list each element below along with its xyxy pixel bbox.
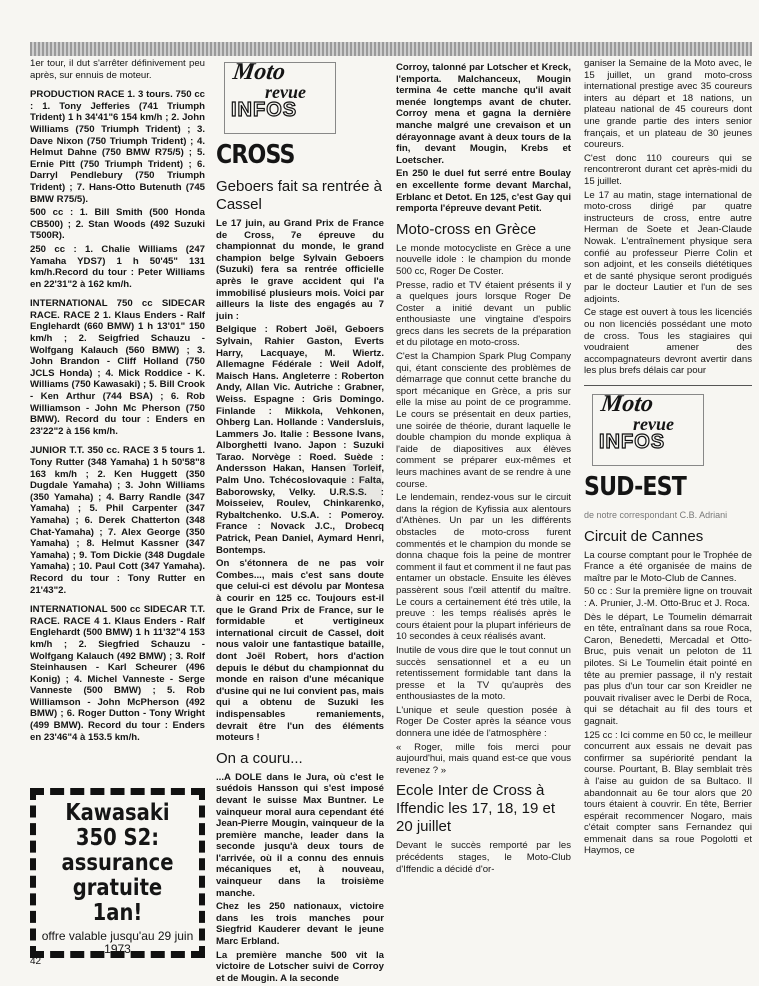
geboers-subtitle: Geboers fait sa rentrée à Cassel xyxy=(216,178,382,213)
logo-revue-2: revue xyxy=(633,414,674,435)
intro-text: 1er tour, il dut s'arrêter définivement peu après, sur ennuis de moteur. xyxy=(30,58,205,81)
sidecar-750: INTERNATIONAL 750 cc SIDECAR RACE. RACE 2 1. Klaus Enders - Ralf Englehardt (660 BMW) 1 h 13'01" 150 km/h ; 2. Seigfried Schauzu - Wolfgang Kalauch (560 BMW) ; 3. John Brandon - Cliff Holland (750 JCLS Honda) ; 4. Mick Roddice - K. Williams (750 Kawasaki) ; 5. Bill Crook - Ken Arthur (744 BSA) ; 6. Rob Williamson - John Mc Pherson (750 BMW). Record du tour : Enders en 23'22"2 à 156 km/h. xyxy=(30,298,205,437)
grece-body-1: Le monde motocycliste en Grèce a une nouvelle idole : le champion du monde 500 cc, Roger De Coster. xyxy=(396,242,571,277)
semaine-body-2: C'est donc 110 coureurs qui se rencontreront durant cet après-midi du 15 juillet. xyxy=(584,152,752,187)
grece-quote: « Roger, mille fois merci pour aujourd'hui, mais quand est-ce que vous revenez ? » xyxy=(396,741,571,776)
dole-continued: Corroy, talonné par Lotscher et Kreck, l'emporta. Malchanceux, Mougin termina 4e cette manche qu'il avait menée longtemps avant de chuter. Corroy mena et gagna la dernière manche malgré une crevaison et un dérayonnage avant à deux tours de la fin, devant Mougin, Krebs et Loetscher. xyxy=(396,62,571,166)
cannes-125cc: 125 cc : Ici comme en 50 cc, le meilleur concurrent aux essais ne devait pas confirmer sa supériorité pendant la course. Pourtant, B. Blay semblait très à l'aise au guidon de sa Bultaco. Il abandonnait au 6e tour alors que 20 tours étaient à couvrir. En tête, Berrier espérait recommencer Nogaro, mais c'était compter sans Fernandez qui emmenait dans sa roue Pogolotti et Haymos, ce xyxy=(584,729,752,857)
on-a-couru-title: On a couru... xyxy=(216,749,303,767)
moto-revue-infos-logo xyxy=(224,59,336,134)
column-4 xyxy=(584,58,752,859)
moto-cross-grece-title: Moto-cross en Grèce xyxy=(396,220,537,238)
dole-body: ...A DOLE dans le Jura, où c'est le suédois Hansson qui s'est imposé devant le suisse Max Buntner. Le vainqueur moral aura cependant été Jean-Pierre Mougin, vainqueur de la première manche, leader dans la seconde jusqu'à deux tours de l'arrivée, où il a connu des ennuis mécaniques et, à nouveau, vainqueur dans la troisième manche. xyxy=(216,771,384,899)
sud-est-headline: SUD-EST xyxy=(584,472,686,503)
byline: de notre correspondant C.B. Adriani xyxy=(584,510,728,521)
ecole-inter-title: Ecole Inter de Cross à Iffendic les 17, 18, 19 et 20 juillet xyxy=(396,782,556,836)
dole-250-results: En 250 le duel fut serré entre Boulay en excellente forme devant Marchal, Erblanc et Detot. En 125, c'est Gay qui remporta l'épreuve devant Petit. xyxy=(396,168,571,215)
kawasaki-ad-offer: offre valable jusqu'au 29 juin 1973 xyxy=(41,929,194,956)
grece-body-4: Le lendemain, rendez-vous sur le circuit dans la région de Kyfissia aux alentours d'Athènes. Un par un les différents obstacles de moto-cross furent commentés et le champion du monde se donna chaque fois la peine de montrer comment il faut et comment il ne faut pas entamer un obstacle. Ensuite les élèves passèrent sous l'œil attentif du maître. Le cours a certainement été très utile, la preuve : les temps réalisés après le cours étaient pour la plupart inférieurs de 10 secondes à ceux réalisés avant. xyxy=(396,492,571,643)
cross-body-1: Le 17 juin, au Grand Prix de France de Cross, 7e épreuve du championnat du monde, le grand champion belge Sylvain Geboers (Suzuki) fera sa rentrée officielle après le grave accident qui l'a immobilisé plusieurs mois. Voici par ailleurs la liste des engagés au 7 juin : xyxy=(216,218,384,322)
kawasaki-ad xyxy=(30,788,205,958)
cannes-body-2: Dès le départ, Le Toumelin démarrait en tête, entraînant dans sa roue Roca, Caron, Benedetti, Mercadal et Otto-Bruc, puis venait un peloton de 11 pilotes. Si Le Toumelin était pointé en tête au premier passage, il n'y restait pas plus d'un tour car son Kreidler ne pouvait rivaliser avec le Derbi de Roca, qui se détachait au fil des tours et gagnait. xyxy=(584,611,752,727)
cross-body-3: On s'étonnera de ne pas voir Combes..., mais c'est sans doute que celui-ci est dévolu par Montesa à courir en 125 cc. Toujours est-il que le Grand Prix de France, sur le formidable et vertigineux international circuit de Cassel, doit nous valoir une fantastique bataille, dont Joël Robert, hors d'action depuis le début du championnat du monde en raison d'une mécanique d'usine qui ne lui convient pas, mais qui a obtenu de Suzuki les indispensables remaniements, devrait être l'un des éléments moteurs ! xyxy=(216,558,384,744)
kawasaki-ad-title: Kawasaki 350 S2: assurance gratuite 1an! xyxy=(61,800,174,926)
semaine-body-4: Ce stage est ouvert à tous les licenciés ou non licenciés possédant une moto de cross. Tous les stagiaires qui voudraient amener des accompagnateurs devront avertir dans les plus brefs délais car pour xyxy=(584,307,752,377)
production-500: 500 cc : 1. Bill Smith (500 Honda CB500) ; 2. Stan Woods (492 Suzuki T500R). xyxy=(30,207,205,242)
grece-body-2: Presse, radio et TV étaient présents il y a quelques jours lorsque Roger De Coster a initié devant un public enthousiaste une vingtaine d'espoirs grecs dans les secrets de la préparation et du pilotage en moto-cross. xyxy=(396,279,571,349)
logo-infos: INFOS xyxy=(231,99,298,121)
sidecar-500: INTERNATIONAL 500 cc SIDECAR T.T. RACE. RACE 4 1. Klaus Enders - Ralf Englehardt (500 BMW) 1 h 11'32"4 153 km/h ; 2. Siegfried Schauzu - Wolfgang Kalauch (492 BMW) ; 3. Rolf Steinhausen - Karl Scheurer (496 Konig) ; 4. Michel Vanneste - Serge Vanneste (500 BMW) ; 5. Rob Williamson - John McPherson (492 BMW) ; 6. Roger Dutton - Tony Wright (499 BMW). Record du tour : Enders en 23'46"4 à 153.5 km/h. xyxy=(30,604,205,743)
production-250: 250 cc : 1. Chalie Williams (247 Yamaha YDS7) 1 h 50'45" 131 km/h.Record du tour : Peter Williams en 22'31"2 à 162 km/h. xyxy=(30,243,205,290)
logo-infos-2: INFOS xyxy=(599,431,666,454)
logo-revue: revue xyxy=(265,82,306,102)
cannes-50cc: 50 cc : Sur la première ligne on trouvait : A. Prunier, J.-M. Otto-Bruc et J. Roca. xyxy=(584,586,752,609)
column-divider xyxy=(584,385,752,386)
moto-revue-infos-logo-2 xyxy=(592,391,704,466)
column-2 xyxy=(216,58,384,986)
semaine-body-1: ganiser la Semaine de la Moto avec, le 15 juillet, un grand moto-cross international prestige avec 35 coureurs inters au départ et 18 nations, un plateau national de 45 coureurs dont une grande partie des inters senior français, et un plateau de 30 jeunes coureurs. xyxy=(584,58,752,151)
faded-photo-mark xyxy=(342,458,382,518)
cannes-body-1: La course comptant pour le Trophée de France a été organisée de mains de maître par le Moto-Club de Cannes. xyxy=(584,549,752,584)
logo-moto-2: Moto xyxy=(599,391,655,418)
grece-body-3: C'est la Champion Spark Plug Company qui, étant consciente des problèmes de démarrage que connut cette branche du sport mécanique en Grèce, a pris sur elle la mise au point de ce programme. Le cours se présentait en deux parties, une soirée de théorie, durant laquelle le double champion du monde expliqua à l'aide de diapositives aux élèves comment se préparer eux-mêmes et leurs machines avant de se rendre à une course. xyxy=(396,351,571,490)
dole-250-body: Chez les 250 nationaux, victoire dans les trois manches pour Siegfrid Kauderer devant le jeune Marc Erbland. xyxy=(216,901,384,948)
column-1 xyxy=(30,58,205,745)
ecole-body: Devant le succès remporté par les précédents stages, le Moto-Club d'Iffendic a décidé d'or- xyxy=(396,840,571,875)
top-band xyxy=(30,42,752,56)
semaine-body-3: Le 17 au matin, stage international de moto-cross dirigé par quatre instructeurs de cross, entre autre Herman de Soete et Jean-Claude Nowak. L'entraînement physique sera confié au professeur Pierre Colin et son adjoint, et les conseils diététiques et de santé physique seront prodigués par le docteur Lautier et l'un de ses adjoints. xyxy=(584,189,752,305)
column-3 xyxy=(396,62,571,877)
cross-headline: CROSS xyxy=(216,140,295,170)
production-race: PRODUCTION RACE 1. 3 tours. 750 cc : 1. Tony Jefferies (741 Triumph Trident) 1 h 34'41"6 154 km/h ; 2. John Williams (750 Triumph Trident) ; 3. Dave Nixon (750 Triumph Trident) ; 4. Helmut Dahne (750 BMW R75/5) ; 5. Ernie Pitt (750 Triumph Trident) ; 6. Darryl Pendlebury (750 Triumph Trident) ; 7. Hans-Otto Butenuth (745 BMW R75/5). xyxy=(30,89,205,205)
grece-body-6: L'unique et seule question posée à Roger De Coster après la séance vous donnera une idée de l'atmosphère : xyxy=(396,704,571,740)
dole-500-body: La première manche 500 vit la victoire de Lotscher suivi de Corroy et de Mougin. A la seconde xyxy=(216,949,384,984)
grece-body-5: Inutile de vous dire que le tout connut un succès sensationnel et a eu un retentissement formidable tant dans la presse et la TV qu'auprès des enthousiastes de la moto. xyxy=(396,644,571,703)
logo-moto: Moto xyxy=(231,59,287,85)
circuit-cannes-title: Circuit de Cannes xyxy=(584,527,704,545)
page-number: 42 xyxy=(30,956,42,967)
cross-entrants: Belgique : Robert Joël, Geboers Sylvain, Rahier Gaston, Everts Harry, Lacquaye, M. Wiertz. Allemagne Fédérale : Weil Adolf, Maisch Hans. Angleterre : Roberton Andy, Allan Vic. Autriche : Grabner, Weiss. Espagne : Gris Domingo. Finlande : Mikkola, Vehkonen, Ohberg Lan. Hollande : Vandersluis, Lammers Jo. Italie : Bessone Ivans, Alborghetti Ivano. Japon : Suzuki Tarao. Norvège : Roed. Suède : Andersson Hakan, Hansen Torleif, Palm Uno. Tchécoslovaquie : Falta, Baborowsky, Velky. U.R.S.S. : Moisseiev, Roulev, Chinkarenko, Rybaltchenko. U.S.A. : Pomeroy. France : Novack J.C., Drobecq Patrick, Pean Daniel, Aymard Henri, Bontemps. xyxy=(216,324,384,556)
junior-tt: JUNIOR T.T. 350 cc. RACE 3 5 tours 1. Tony Rutter (348 Yamaha) 1 h 50'58"8 163 km/h ; 2. Ken Huggett (350 Dugdale Yamaha) ; 3. John Williams (350 Yamaha) ; 4. Barry Randle (347 Yamaha) ; 5. Phil Carpenter (347 Yamaha) ; 6. Derek Chatterton (348 Chat-Yamaha) ; 7. Alex George (350 Yamaha) ; 8. Helmut Kassner (347 Yamaha) ; 9. Tom Dickie (348 Dugdale Yamaha) ; 10. Paul Cott (347 Yamaha). Record du tour : Tony Rutter en 21'43"2. xyxy=(30,445,205,596)
